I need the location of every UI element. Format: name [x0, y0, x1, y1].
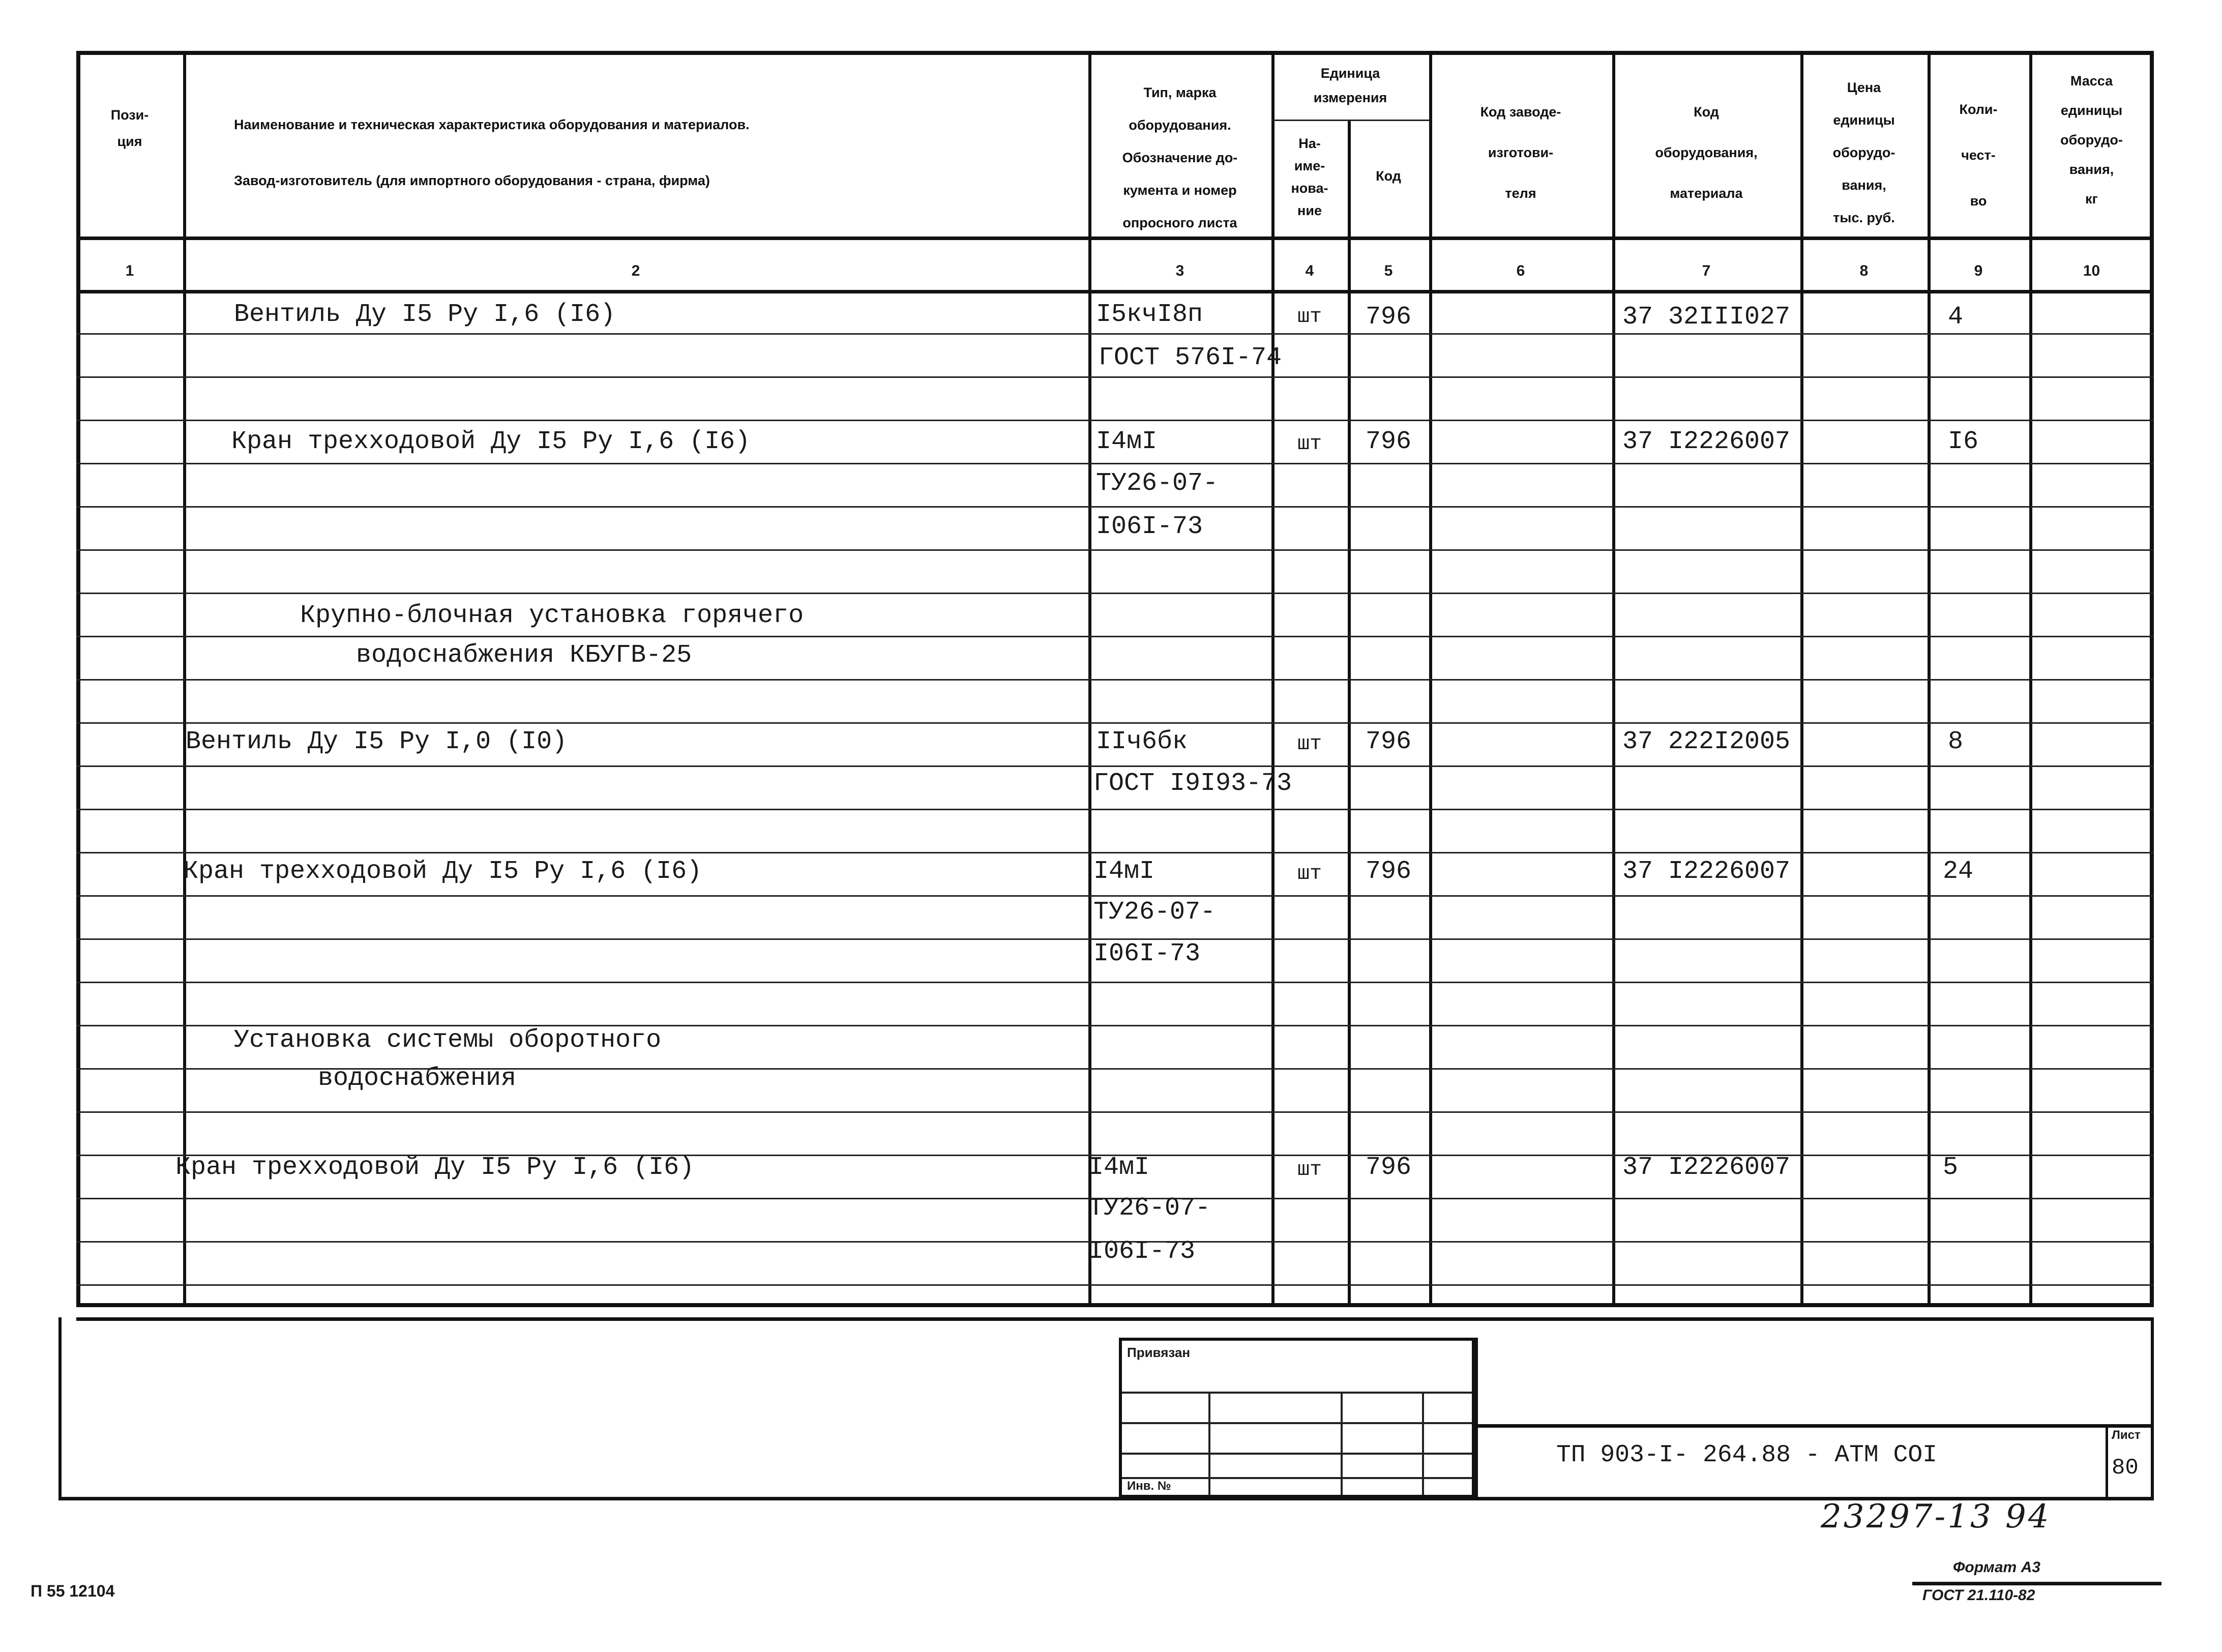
section-title: водоснабжения	[318, 1064, 517, 1093]
gost-label: ГОСТ 21.110-82	[1922, 1587, 2035, 1604]
col-number: 4	[1305, 262, 1314, 279]
header-unit-name: На- име- нова- ние	[1291, 136, 1328, 218]
header-name: Наименование и техническая характеристика оборудования и материалов. Завод-изготовитель (для импортного оборудования - страна, фирма)	[234, 117, 750, 188]
item-unit: шт	[1297, 863, 1322, 886]
header-item-code: Код оборудования, материала	[1655, 104, 1758, 201]
col-number: 8	[1859, 262, 1869, 279]
stamp-line	[1122, 1453, 1472, 1455]
col-number: 6	[1516, 262, 1525, 279]
format-label: Формат А3	[1953, 1559, 2040, 1576]
stamp-line	[1122, 1392, 1472, 1394]
stamp-line	[1122, 1477, 1472, 1479]
item-type: I06I-73	[1088, 1237, 1196, 1266]
item-type: I4мI	[1088, 1153, 1150, 1182]
item-type: ГОСТ 576I-74	[1099, 343, 1282, 372]
title-block-line	[1475, 1424, 2154, 1428]
item-quantity: 8	[1948, 727, 1964, 756]
header-position: Пози- ция	[110, 107, 149, 149]
item-name: Кран трехходовой Ду I5 Ру I,6 (I6)	[183, 857, 702, 886]
header-unit-group: Единица измерения	[1313, 66, 1387, 105]
header-subline	[1271, 120, 1429, 121]
col-number: 2	[631, 262, 640, 279]
row-line	[76, 1111, 2154, 1113]
item-code: 37 32III027	[1622, 303, 1791, 332]
header-manufacturer-code: Код заводе- изготови- теля	[1480, 104, 1561, 201]
col-divider	[1348, 120, 1351, 1307]
item-type: I4мI	[1096, 427, 1158, 456]
footer-line	[1912, 1582, 2161, 1585]
print-code: П 55 12104	[31, 1582, 115, 1600]
item-name: Вентиль Ду I5 Ру I,6 (I6)	[234, 300, 616, 329]
item-quantity: I6	[1948, 427, 1979, 456]
item-unit-code: 796	[1365, 857, 1411, 886]
row-line	[76, 1284, 2154, 1286]
item-quantity: 5	[1943, 1153, 1959, 1182]
title-block-divider	[1475, 1338, 1478, 1500]
doc-code: ТП 903-I- 264.88 - АТМ СОI	[1556, 1441, 1937, 1469]
item-type: ГОСТ I9I93-73	[1093, 769, 1292, 798]
row-line	[76, 593, 2154, 594]
item-quantity: 24	[1943, 857, 1974, 886]
col-number: 9	[1974, 262, 1983, 279]
row-line	[76, 679, 2154, 681]
row-line	[76, 420, 2154, 421]
row-line	[76, 636, 2154, 637]
item-type: IIч6бк	[1096, 727, 1188, 756]
header-price: Цена единицы оборудо- вания, тыс. руб.	[1832, 80, 1895, 225]
header-quantity: Коли- чест- во	[1959, 102, 1998, 209]
item-unit: шт	[1297, 1159, 1322, 1182]
item-type: I06I-73	[1096, 512, 1203, 541]
row-line	[76, 765, 2154, 767]
item-unit-code: 796	[1365, 1153, 1411, 1182]
col-number: 7	[1702, 262, 1711, 279]
item-code: 37 222I2005	[1622, 727, 1791, 756]
item-type: I5кчI8п	[1096, 300, 1203, 329]
item-name: Вентиль Ду I5 Ру I,0 (I0)	[186, 727, 568, 756]
col-number: 3	[1175, 262, 1184, 279]
item-unit: шт	[1297, 733, 1322, 756]
row-line	[76, 852, 2154, 853]
stamp-line	[1422, 1392, 1424, 1495]
header-unit-code: Код	[1376, 168, 1401, 184]
row-line	[76, 376, 2154, 378]
binding-stamp	[1119, 1338, 1475, 1498]
item-name: Кран трехходовой Ду I5 Ру I,6 (I6)	[231, 427, 751, 456]
row-line	[76, 549, 2154, 551]
stamp-privyazan: Привязан	[1127, 1345, 1191, 1360]
item-unit-code: 796	[1365, 427, 1411, 456]
item-name: Кран трехходовой Ду I5 Ру I,6 (I6)	[175, 1153, 695, 1182]
item-type: ТУ26-07-	[1093, 898, 1216, 927]
item-quantity: 4	[1948, 303, 1964, 332]
header-type: Тип, марка оборудования. Обозначение до- кумента и номер опросного листа	[1122, 85, 1238, 230]
col-number: 10	[2083, 262, 2100, 279]
section-title: водоснабжения КБУГВ-25	[356, 641, 692, 670]
item-type: ТУ26-07-	[1088, 1194, 1211, 1223]
stamp-inv: Инв. №	[1127, 1479, 1171, 1493]
header-mass: Масса единицы оборудо- вания, кг	[2060, 73, 2123, 206]
col-number: 5	[1384, 262, 1393, 279]
item-code: 37 I2226007	[1622, 857, 1791, 886]
row-line	[76, 722, 2154, 724]
stamp-line	[1341, 1392, 1343, 1495]
item-type: ТУ26-07-	[1096, 469, 1219, 498]
section-title: Крупно-блочная установка горячего	[300, 601, 804, 630]
sheet-number: 80	[2112, 1455, 2139, 1481]
stamp-line	[1122, 1422, 1472, 1424]
column-number-line	[76, 290, 2154, 293]
section-title: Установка системы оборотного	[234, 1026, 662, 1055]
row-line	[76, 506, 2154, 508]
col-number: 1	[125, 262, 134, 279]
handwritten-number: 23297-13 94	[1821, 1498, 2051, 1536]
item-unit-code: 796	[1365, 303, 1411, 332]
sheet-label: Лист	[2112, 1428, 2141, 1442]
row-line	[76, 982, 2154, 983]
item-code: 37 I2226007	[1622, 427, 1791, 456]
item-code: 37 I2226007	[1622, 1153, 1791, 1182]
item-unit-code: 796	[1365, 727, 1411, 756]
row-line	[76, 333, 2154, 335]
item-type: I4мI	[1093, 857, 1155, 886]
stamp-line	[1208, 1392, 1210, 1495]
row-line	[76, 809, 2154, 810]
row-line	[76, 463, 2154, 464]
item-unit: шт	[1297, 306, 1322, 329]
title-block-frame	[58, 1317, 2154, 1500]
item-unit: шт	[1297, 433, 1322, 456]
item-type: I06I-73	[1093, 939, 1201, 968]
